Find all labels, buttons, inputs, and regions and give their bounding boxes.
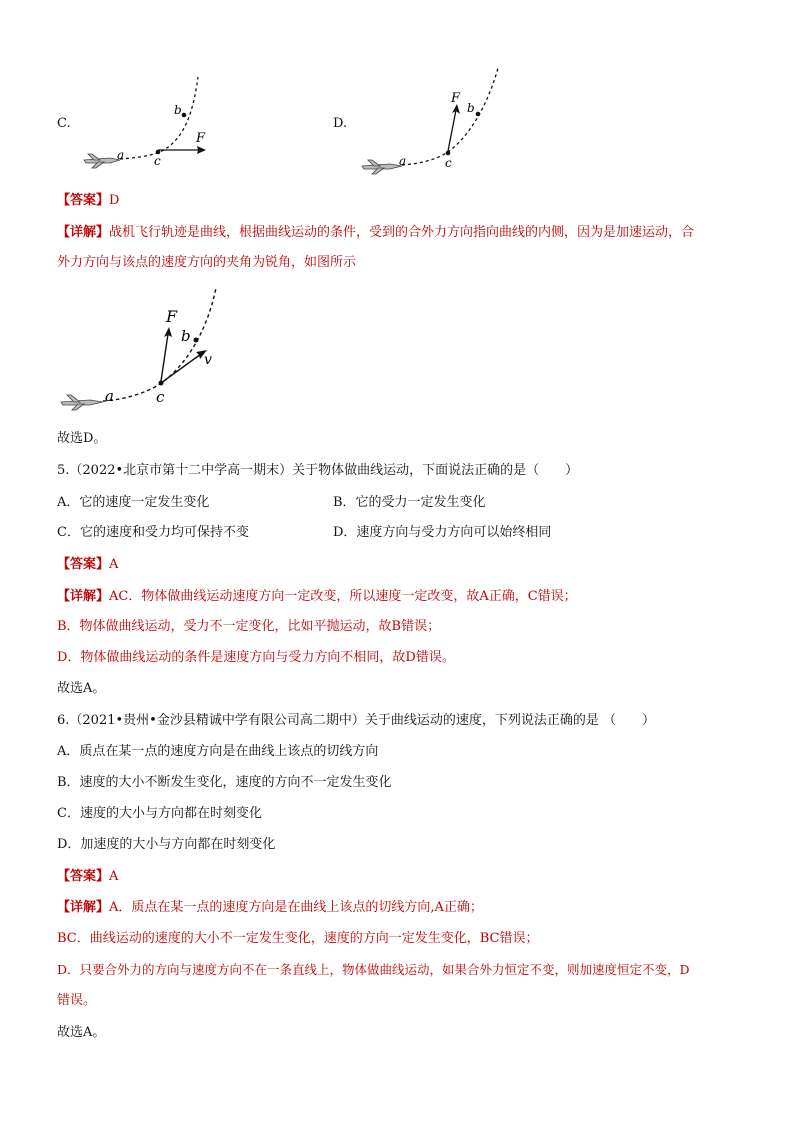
q4-detail-line-2: 外力方向与该点的速度方向的夹角为锐角，如图所示 bbox=[57, 255, 357, 270]
force-arrow bbox=[161, 334, 168, 381]
label-b: b bbox=[181, 327, 191, 345]
label-f: F bbox=[166, 307, 178, 326]
point-b bbox=[194, 338, 199, 343]
q5-option-b: B．它的受力一定发生变化 bbox=[333, 495, 486, 510]
answer-tag: 【答案】 bbox=[57, 557, 110, 572]
answer-value: D bbox=[109, 193, 120, 208]
detail-tag: 【详解】 bbox=[57, 225, 110, 240]
q6-detail-line-3: D．只要合外力的方向与速度方向不在一条直线上，物体做曲线运动，如果合外力恒定不变，则加速度恒定不变，D bbox=[57, 962, 690, 977]
force-arrow bbox=[448, 110, 456, 151]
point-c bbox=[446, 151, 451, 156]
label-a: a bbox=[117, 148, 125, 162]
q5-detail-line-3: D．物体做曲线运动的条件是速度方向与受力方向不相同，故D错误。 bbox=[57, 650, 455, 665]
option-d-figure bbox=[358, 64, 508, 180]
label-a: a bbox=[105, 387, 114, 405]
label-b: b bbox=[174, 103, 182, 117]
q6-detail-line-2: BC．曲线运动的速度的大小不一定发生变化，速度的方向一定发生变化，BC错误； bbox=[57, 931, 539, 946]
label-b: b bbox=[467, 101, 475, 115]
airplane-icon bbox=[84, 154, 120, 168]
answer-value: A bbox=[109, 557, 119, 572]
q6-option-c: C．速度的大小与方向都在时刻变化 bbox=[57, 806, 262, 821]
q6-option-b: B．速度的大小不断发生变化，速度的方向不一定发生变化 bbox=[57, 775, 392, 790]
airplane-icon bbox=[362, 160, 402, 174]
answer-value: A bbox=[109, 869, 119, 884]
q6-option-d: D．加速度的大小与方向都在时刻变化 bbox=[57, 837, 276, 852]
detail-figure bbox=[58, 286, 228, 412]
q5-answer bbox=[57, 556, 118, 574]
label-a: a bbox=[399, 154, 407, 168]
trajectory-curve bbox=[120, 77, 198, 159]
q6-detail-line-4: 错误。 bbox=[57, 993, 97, 1008]
detail-tag: 【详解】 bbox=[57, 589, 110, 604]
q5-option-d: D．速度方向与受力方向可以始终相同 bbox=[333, 525, 552, 540]
q6-conclusion: 故选A。 bbox=[57, 1025, 106, 1040]
option-d-label: D. bbox=[333, 116, 348, 131]
point-b bbox=[182, 113, 187, 118]
answer-tag: 【答案】 bbox=[57, 869, 110, 884]
option-c-label: C. bbox=[57, 116, 71, 131]
q5-option-a: A．它的速度一定发生变化 bbox=[57, 495, 210, 510]
q6-option-a: A．质点在某一点的速度方向是在曲线上该点的切线方向 bbox=[57, 744, 379, 759]
q6-detail-line-1: 【详解】A．质点在某一点的速度方向是在曲线上该点的切线方向,A正确； bbox=[57, 900, 483, 915]
airplane-icon bbox=[61, 395, 103, 410]
q5-stem: 5.（2022•北京市第十二中学高一期末）关于物体做曲线运动，下面说法正确的是（ ） bbox=[57, 463, 579, 478]
q4-detail-line-1: 【详解】战机飞行轨迹是曲线，根据曲线运动的条件，受到的合外力方向指向曲线的内侧，因为是加速运动，合 bbox=[57, 225, 695, 240]
q4-answer bbox=[57, 192, 119, 210]
q5-option-c: C．它的速度和受力均可保持不变 bbox=[57, 525, 249, 540]
label-v: v bbox=[204, 352, 212, 368]
q6-answer bbox=[57, 868, 118, 886]
trajectory-curve bbox=[402, 68, 498, 165]
detail-tag: 【详解】 bbox=[57, 900, 110, 915]
label-f: F bbox=[451, 91, 461, 106]
q5-conclusion: 故选A。 bbox=[57, 681, 106, 696]
option-c-figure bbox=[80, 72, 220, 172]
q5-detail-line-1: 【详解】AC．物体做曲线运动速度方向一定改变，所以速度一定改变，故A正确，C错误； bbox=[57, 589, 577, 604]
q4-conclusion: 故选D。 bbox=[57, 431, 107, 446]
q6-stem: 6.（2021•贵州•金沙县精诚中学有限公司高二期中）关于曲线运动的速度，下列说法正确的是 （ ） bbox=[57, 713, 655, 728]
label-f: F bbox=[196, 131, 206, 146]
label-c: c bbox=[154, 154, 161, 168]
velocity-arrow bbox=[161, 354, 201, 383]
q5-detail-line-2: B．物体做曲线运动，受力不一定变化，比如平抛运动，故B错误； bbox=[57, 619, 441, 634]
answer-tag: 【答案】 bbox=[57, 193, 110, 208]
label-c: c bbox=[445, 156, 452, 170]
point-b bbox=[476, 112, 481, 117]
label-c: c bbox=[156, 388, 165, 406]
